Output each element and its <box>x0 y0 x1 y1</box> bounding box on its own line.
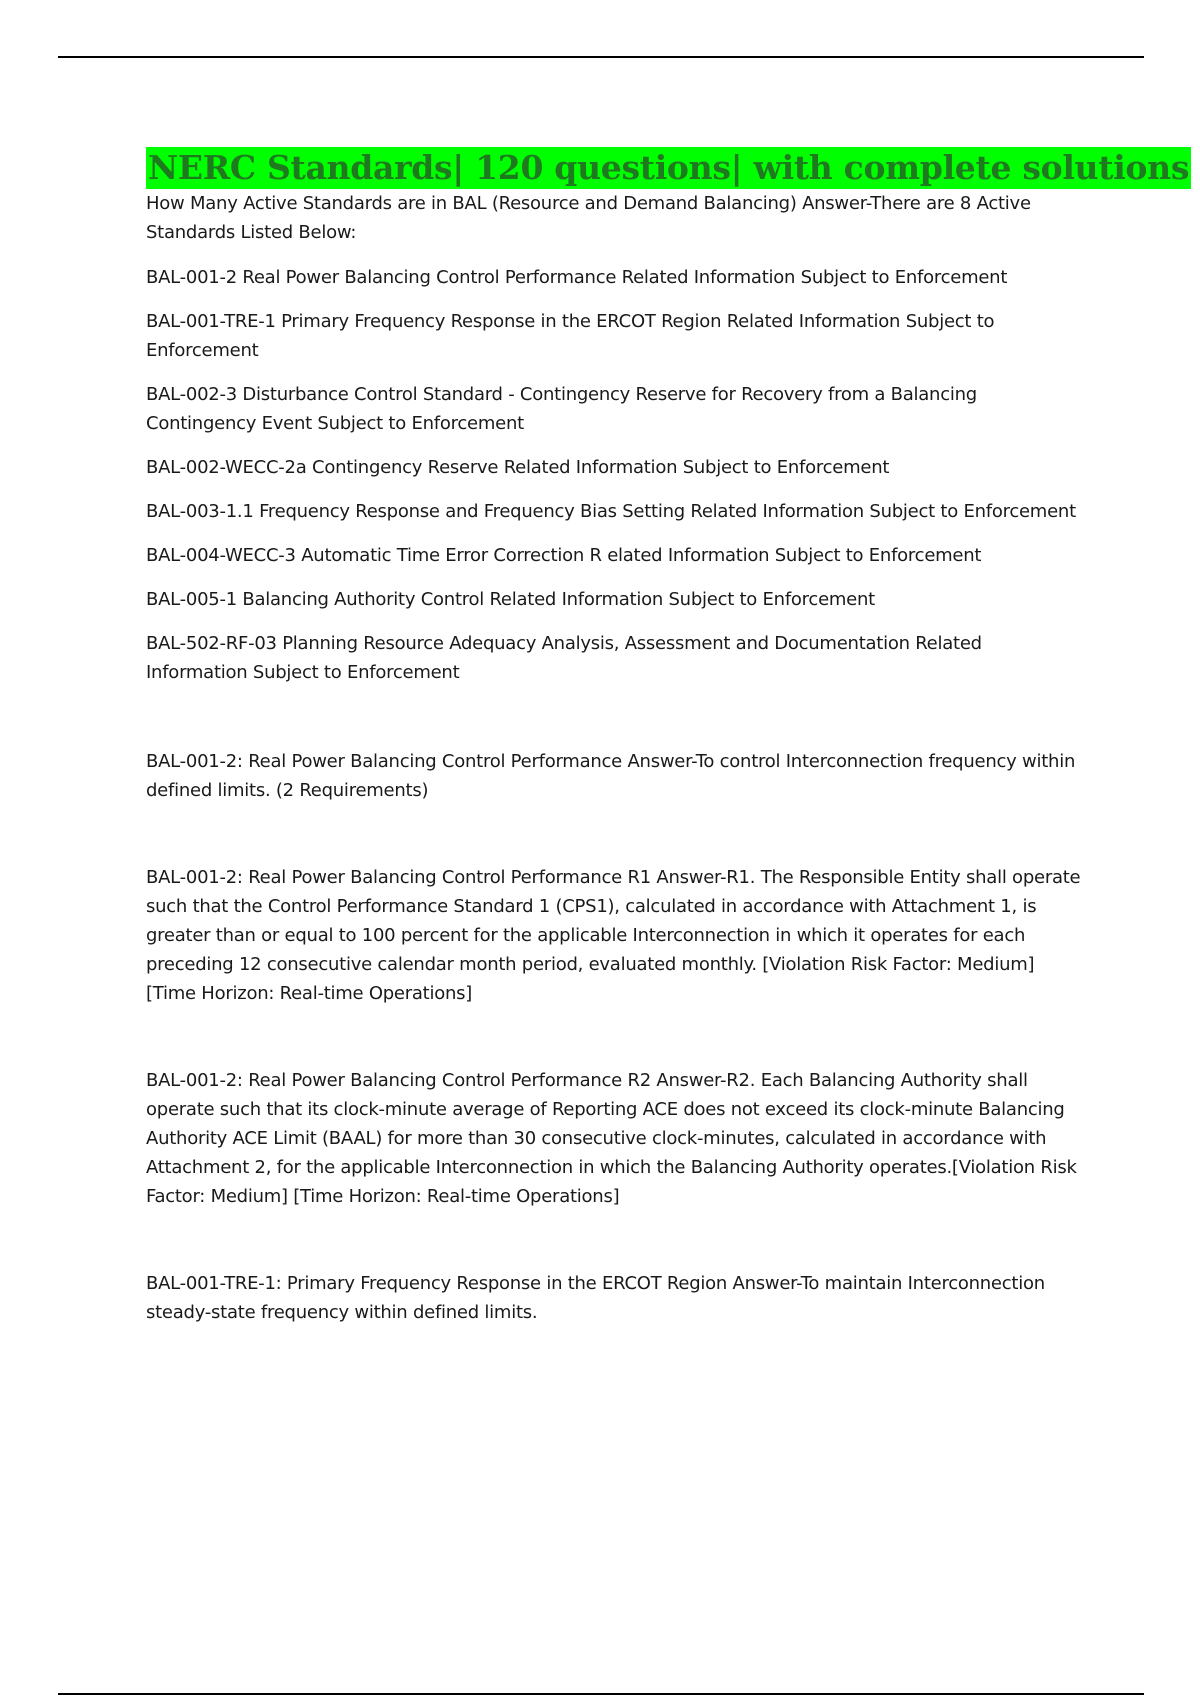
page-footer-rule <box>58 1693 1144 1695</box>
standard-item: BAL-005-1 Balancing Authority Control Related Information Subject to Enforcement <box>146 589 875 610</box>
intro-question: How Many Active Standards are in BAL (Resource and Demand Balancing) Answer-There are 8 Active Standards Listed Below: <box>146 193 1031 243</box>
standard-item: BAL-001-TRE-1 Primary Frequency Response in the ERCOT Region Related Information Subject to Enforcement <box>146 311 995 361</box>
document-body <box>146 147 1190 1327</box>
standard-item: BAL-002-3 Disturbance Control Standard - Contingency Reserve for Recovery from a Balancing Contingency Event Subject to Enforcement <box>146 384 977 434</box>
page-header-rule <box>58 56 1144 58</box>
qa-item: BAL-001-2: Real Power Balancing Control Performance R1 Answer-R1. The Responsible Entity shall operate such that the Control Performance Standard 1 (CPS1), calculated in accordance with Attachment 1, is greater than or equal to 100 percent for the applicable Interconnection in which it operates for each preceding 12 consecutive calendar month period, evaluated monthly. [Violation Risk Factor: Medium] [Time Horizon: Real-time Operations] <box>146 867 1081 1004</box>
standards-list <box>146 263 1086 687</box>
standard-item: BAL-003-1.1 Frequency Response and Frequency Bias Setting Related Information Subject to Enforcement <box>146 501 1076 522</box>
qa-item: BAL-001-2: Real Power Balancing Control Performance Answer-To control Interconnection frequency within defined limits. (2 Requirements) <box>146 751 1076 801</box>
qa-item: BAL-001-TRE-1: Primary Frequency Response in the ERCOT Region Answer-To maintain Interconnection steady-state frequency within defined limits. <box>146 1273 1045 1323</box>
document-title: NERC Standards| 120 questions| with complete solutions <box>148 148 1190 187</box>
standard-item: BAL-004-WECC-3 Automatic Time Error Correction R elated Information Subject to Enforcement <box>146 545 982 566</box>
qa-item: BAL-001-2: Real Power Balancing Control Performance R2 Answer-R2. Each Balancing Authority shall operate such that its clock-minute average of Reporting ACE does not exceed its clock-minute Balancing Authority ACE Limit (BAAL) for more than 30 consecutive clock-minutes, calculated in accordance with Attachment 2, for the applicable Interconnection in which the Balancing Authority operates.[Violation Risk Factor: Medium] [Time Horizon: Real-time Operations] <box>146 1070 1077 1207</box>
standard-item: BAL-502-RF-03 Planning Resource Adequacy Analysis, Assessment and Documentation Related Information Subject to Enforcement <box>146 633 982 683</box>
standard-item: BAL-001-2 Real Power Balancing Control Performance Related Information Subject to Enforcement <box>146 267 1008 288</box>
standard-item: BAL-002-WECC-2a Contingency Reserve Related Information Subject to Enforcement <box>146 457 890 478</box>
